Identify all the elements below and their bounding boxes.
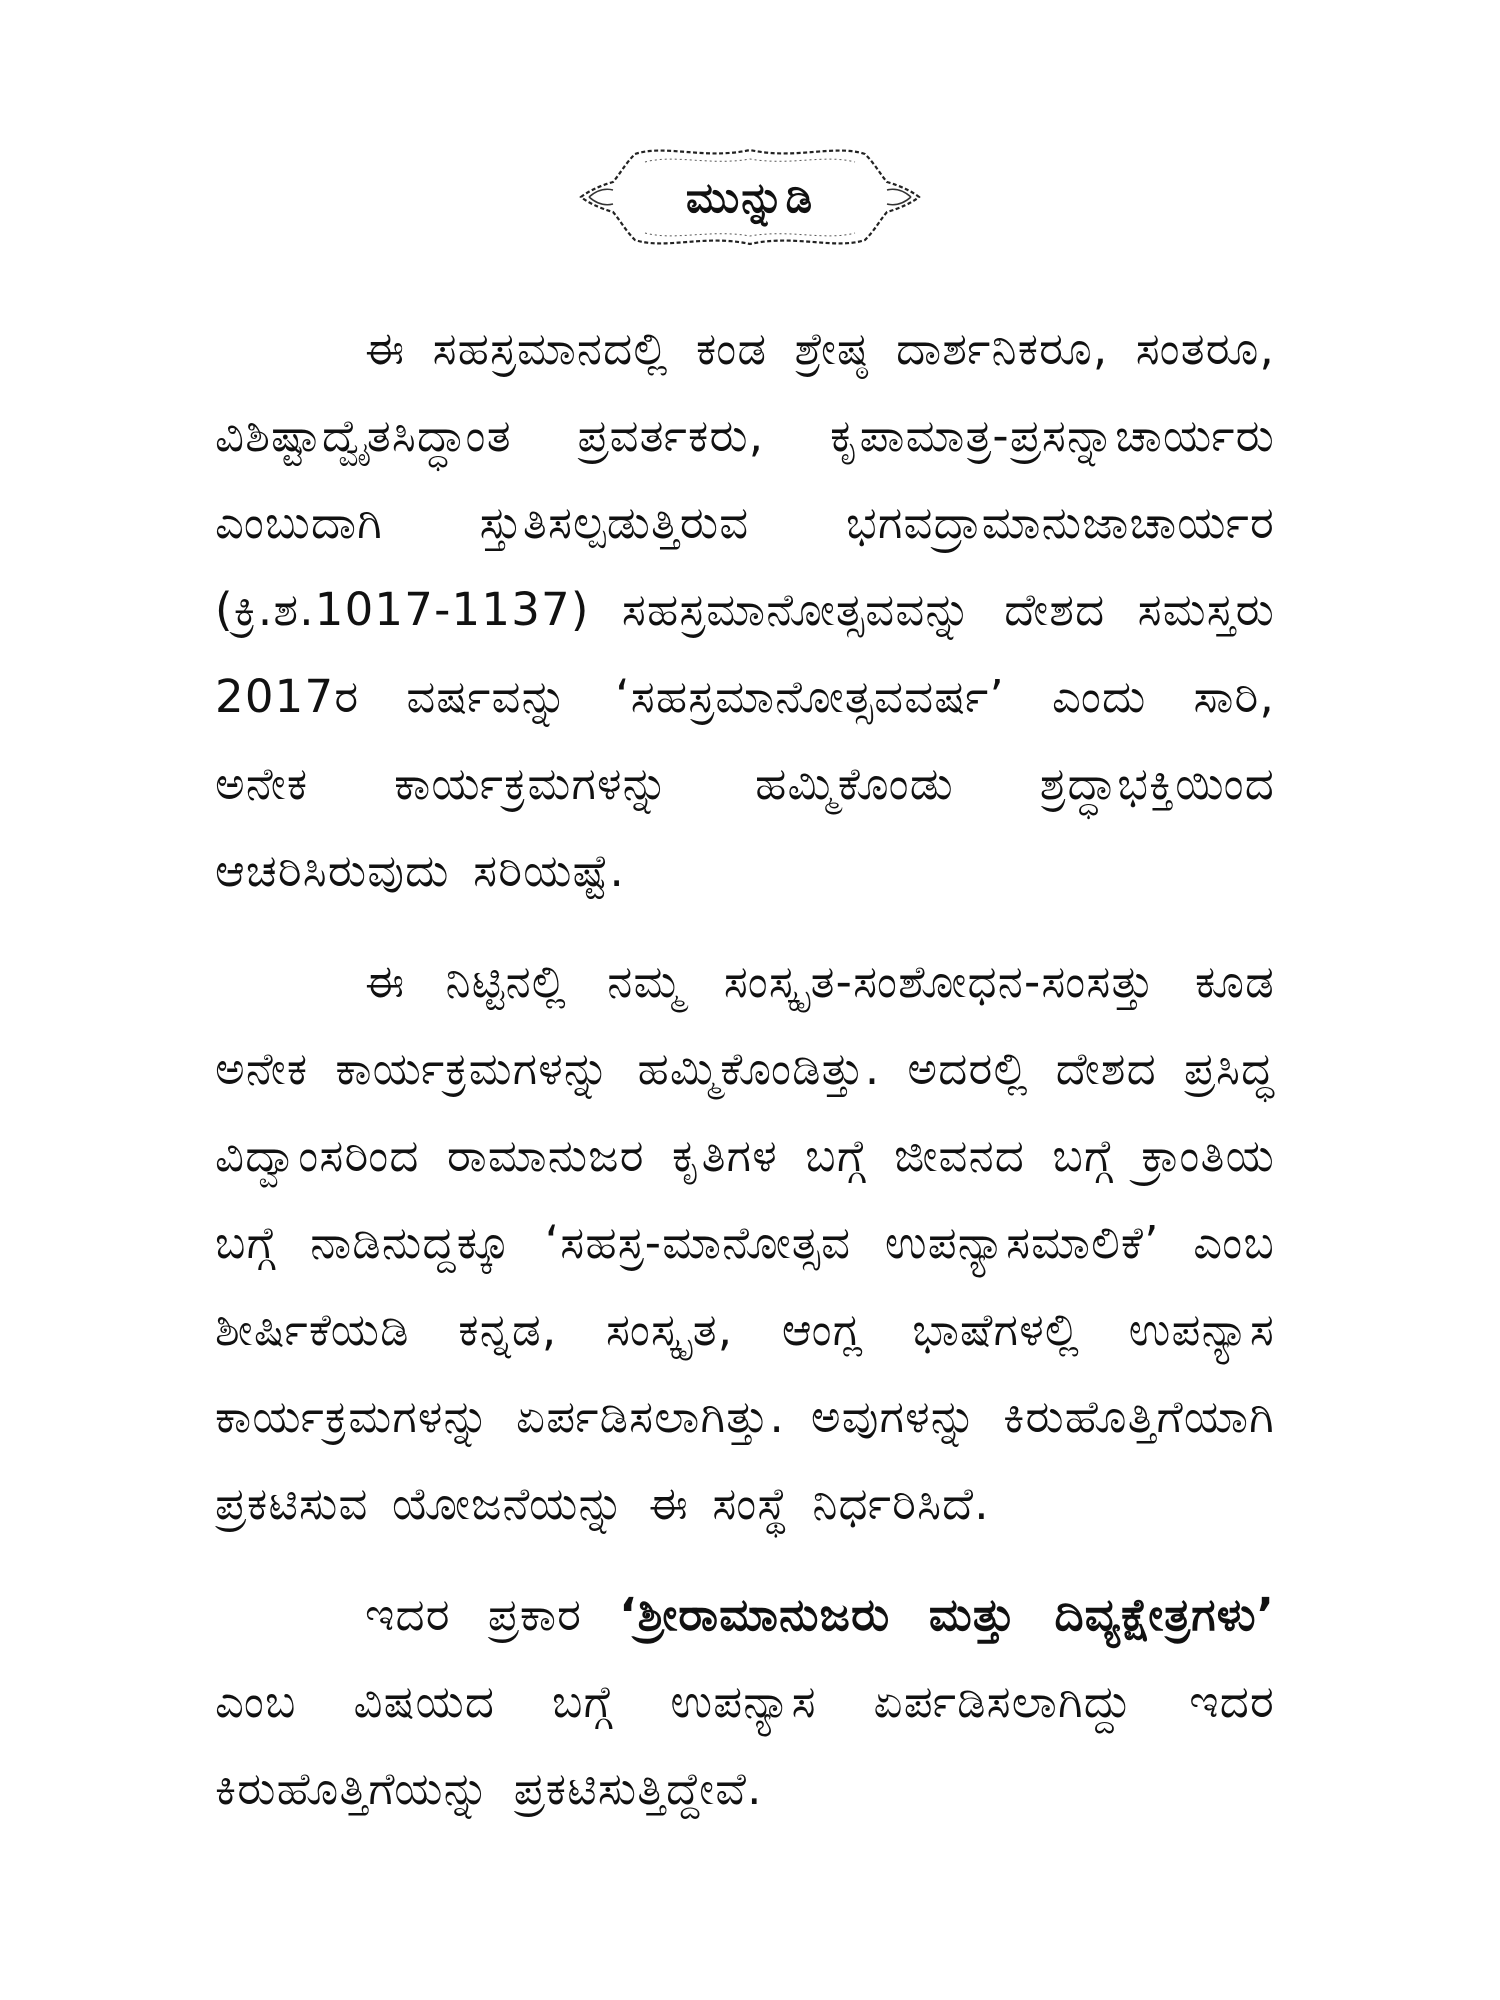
paragraph-2: ಈ ನಿಟ್ಟಿನಲ್ಲಿ ನಮ್ಮ ಸಂಸ್ಕೃತ-ಸಂಶೋಧನ-ಸಂಸತ್ತು ಕೂಡ ಅನೇಕ ಕಾರ್ಯಕ್ರಮಗಳನ್ನು ಹಮ್ಮಿಕೊಂಡಿತ್ತು. ಅದರಲ್ಲಿ ದೇಶದ ಪ್ರಸಿದ್ಧ ವಿದ್ವಾಂಸರಿಂದ ರಾಮಾನುಜರ ಕೃತಿಗಳ ಬಗ್ಗೆ ಜೀವನದ ಬಗ್ಗೆ ಕ್ರಾಂತಿಯ ಬಗ್ಗೆ ನಾಡಿನುದ್ದಕ್ಕೂ ‘ಸಹಸ್ರ-ಮಾನೋತ್ಸವ ಉಪನ್ಯಾಸಮಾಲಿಕೆ’ ಎಂಬ ಶೀರ್ಷಿಕೆಯಡಿ ಕನ್ನಡ, ಸಂಸ್ಕೃತ, ಆಂಗ್ಲ ಭಾಷೆಗಳಲ್ಲಿ ಉಪನ್ಯಾಸ ಕಾರ್ಯಕ್ರಮಗಳನ್ನು ಏರ್ಪಡಿಸಲಾಗಿತ್ತು. ಅವುಗಳನ್ನು ಕಿರುಹೊತ್ತಿಗೆಯಾಗಿ ಪ್ರಕಟಿಸುವ ಯೋಜನೆಯನ್ನು ಈ ಸಂಸ್ಥೆ ನಿರ್ಧರಿಸಿದೆ. bbox=[215, 955, 1275, 1530]
page-title: ಮುನ್ನುಡಿ bbox=[685, 172, 815, 222]
paragraph-3-rest: ಎಂಬ ವಿಷಯದ ಬಗ್ಗೆ ಉಪನ್ಯಾಸ ಏರ್ಪಡಿಸಲಾಗಿದ್ದು ಇದರ ಕಿರುಹೊತ್ತಿಗೆಯನ್ನು ಪ್ರಕಟಿಸುತ್ತಿದ್ದೇವೆ. bbox=[215, 1675, 1275, 1815]
paragraph-3 bbox=[215, 1571, 1275, 1832]
heading-frame bbox=[575, 140, 925, 255]
paragraph-1: ಈ ಸಹಸ್ರಮಾನದಲ್ಲಿ ಕಂಡ ಶ್ರೇಷ್ಠ ದಾರ್ಶನಿಕರೂ, ಸಂತರೂ, ವಿಶಿಷ್ಟಾದ್ವೈತಸಿದ್ಧಾಂತ ಪ್ರವರ್ತಕರು, ಕೃಪಾಮಾತ್ರ-ಪ್ರಸನ್ನಾಚಾರ್ಯರು ಎಂಬುದಾಗಿ ಸ್ತುತಿಸಲ್ಪಡುತ್ತಿರುವ ಭಗವದ್ರಾಮಾನುಜಾಚಾರ್ಯರ (ಕ್ರಿ.ಶ.1017-1137) ಸಹಸ್ರಮಾನೋತ್ಸವವನ್ನು ದೇಶದ ಸಮಸ್ತರು 2017ರ ವರ್ಷವನ್ನು ‘ಸಹಸ್ರಮಾನೋತ್ಸವವರ್ಷ’ ಎಂದು ಸಾರಿ, ಅನೇಕ ಕಾರ್ಯಕ್ರಮಗಳನ್ನು ಹಮ್ಮಿಕೊಂಡು ಶ್ರದ್ಧಾಭಕ್ತಿಯಿಂದ ಆಚರಿಸಿರುವುದು ಸರಿಯಷ್ಟೆ. bbox=[215, 322, 1275, 897]
paragraph-3-lead: ಇದರ ಪ್ರಕಾರ bbox=[365, 1588, 620, 1641]
preface-body bbox=[215, 305, 1275, 1856]
paragraph-3-emphasis: ‘ಶ್ರೀರಾಮಾನುಜರು ಮತ್ತು ದಿವ್ಯಕ್ಷೇತ್ರಗಳು’ bbox=[619, 1588, 1275, 1641]
